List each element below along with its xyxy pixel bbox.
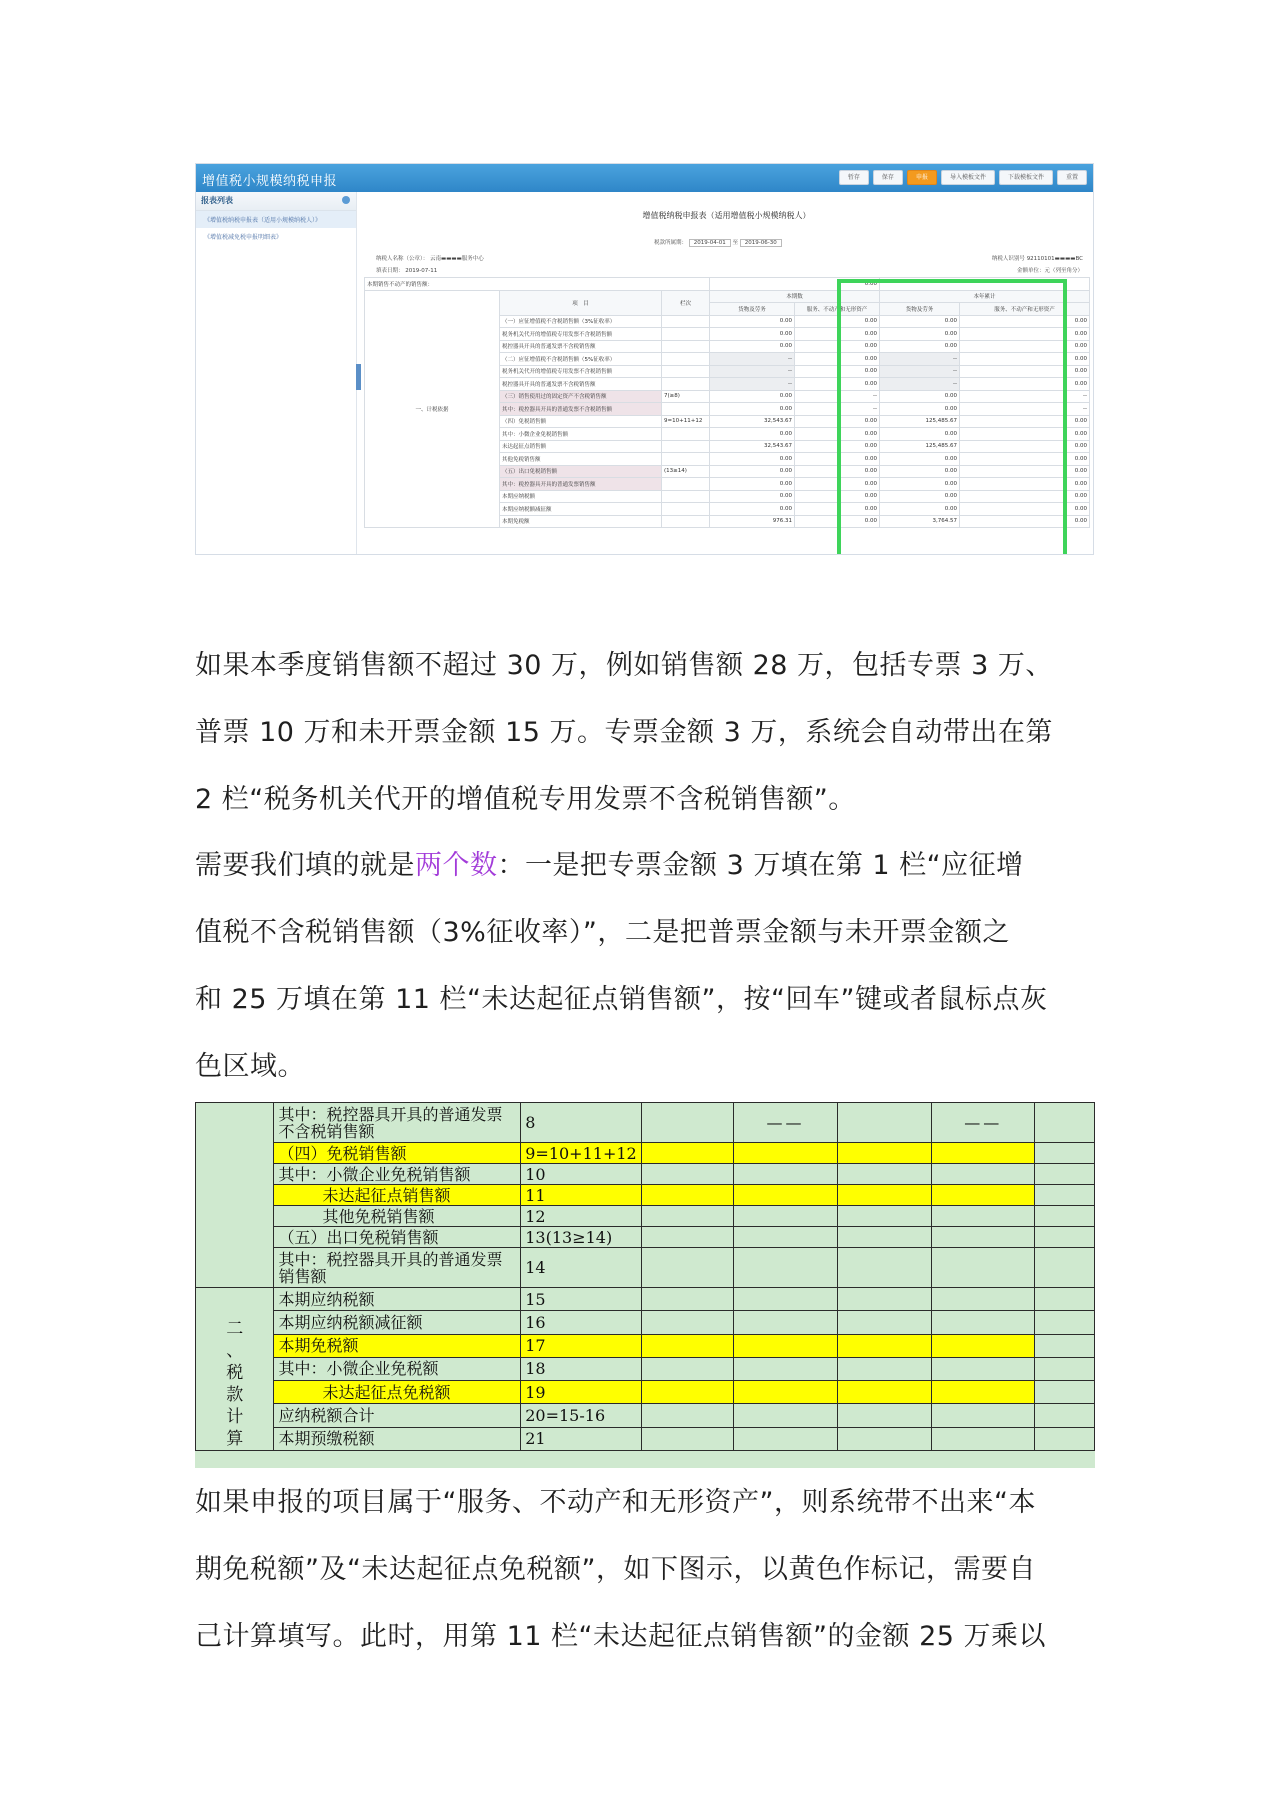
row-value-cell[interactable] [734, 1288, 837, 1311]
sidebar-toggle-handle[interactable] [356, 364, 361, 390]
row-item: （一）应征增值税不含税销售额（3%征收率） [500, 315, 662, 328]
row-current-goods[interactable]: 0.00 [710, 428, 795, 441]
row-line [662, 328, 710, 341]
period-to-label: 至 [732, 240, 738, 246]
row-value-cell[interactable] [641, 1334, 734, 1357]
row-current-goods[interactable]: 0.00 [710, 490, 795, 503]
row-ytd-services[interactable]: 0.00 [960, 503, 1090, 516]
row-line [662, 453, 710, 466]
section-2-char: 二 [226, 1319, 244, 1339]
green-form-screenshot [195, 1102, 1095, 1468]
report-form [364, 192, 1089, 554]
row-ytd-services[interactable]: 0.00 [960, 415, 1090, 428]
paragraph-2-line-4: 色区域。 [195, 1051, 305, 1082]
row-extra-cell [1035, 1185, 1095, 1206]
row-item: 其中：税控器具开具的普通发票不含税销售额 [274, 1103, 521, 1143]
row-value-cell[interactable] [837, 1427, 931, 1450]
row-current-goods[interactable]: 0.00 [710, 390, 795, 403]
row-value-cell[interactable]: —— [734, 1103, 837, 1143]
row-item: 本期预缴税额 [274, 1427, 521, 1450]
row-item: 本期应纳税额 [500, 490, 662, 503]
row-item: （四）免税销售额 [500, 415, 662, 428]
row-value-cell[interactable] [932, 1185, 1035, 1206]
row-ytd-goods[interactable]: 0.00 [880, 428, 960, 441]
paragraph-3-line-3: 己计算填写。此时，用第 11 栏“未达起征点销售额”的金额 25 万乘以 [195, 1621, 1047, 1652]
paragraph-3-line-1: 如果申报的项目属于“服务、不动产和无形资产”，则系统带不出来“本 [195, 1487, 1036, 1518]
row-extra-cell [1035, 1143, 1095, 1164]
portal-header [196, 164, 1093, 192]
row-item: 未达起征点销售额 [500, 440, 662, 453]
sidebar-item-exemption-report[interactable]: 《增值税减免税申报明细表》 [204, 234, 283, 241]
paragraph-2-line-3: 和 25 万填在第 11 栏“未达起征点销售额”，按“回车”键或者鼠标点灰 [195, 984, 1048, 1015]
row-ytd-services[interactable]: 0.00 [960, 515, 1090, 528]
table-row [196, 1404, 1095, 1427]
row-line [662, 428, 710, 441]
row-current-goods[interactable]: 0.00 [710, 328, 795, 341]
row-ytd-goods[interactable]: -- [880, 353, 960, 366]
row-line: 20=15-16 [521, 1404, 641, 1427]
paragraph-2-line-1 [195, 832, 1095, 899]
row-line: 18 [521, 1357, 641, 1380]
row-item: （三）销售使用过的固定资产不含税销售额 [500, 390, 662, 403]
period-to-field[interactable]: 2019-06-30 [740, 239, 782, 247]
row-current-services[interactable]: 0.00 [795, 440, 880, 453]
row-ytd-goods[interactable]: 0.00 [880, 503, 960, 516]
row-value-cell[interactable] [932, 1227, 1035, 1248]
section-2-label [196, 1288, 274, 1451]
col-goods-header: 货物及劳务 [710, 303, 795, 316]
fill-date-row [376, 266, 437, 274]
row-ytd-services[interactable]: 0.00 [960, 340, 1090, 353]
row-value-cell[interactable] [837, 1164, 931, 1185]
row-line [662, 515, 710, 528]
row-value-cell[interactable] [837, 1311, 931, 1334]
row-ytd-services[interactable]: -- [960, 403, 1090, 416]
row-ytd-goods[interactable]: 0.00 [880, 465, 960, 478]
table-row [196, 1206, 1095, 1227]
declare-button[interactable]: 申报 [907, 170, 937, 185]
row-item: 本期免税额 [500, 515, 662, 528]
row-extra-cell [1035, 1427, 1095, 1450]
row-extra-cell [1035, 1381, 1095, 1404]
row-ytd-services[interactable]: 0.00 [960, 465, 1090, 478]
collapse-icon[interactable] [342, 196, 350, 204]
row-value-cell[interactable] [932, 1357, 1035, 1380]
app-title: 增值税小规模纳税申报 [202, 174, 338, 189]
sidebar-title [196, 192, 356, 211]
row-current-services[interactable]: 0.00 [795, 328, 880, 341]
row-value-cell[interactable]: —— [932, 1103, 1035, 1143]
period-label: 税款所属期： [654, 240, 688, 246]
row-item: 本期应纳税额减征额 [274, 1311, 521, 1334]
row-item: 其中：税控器具开具的普通发票销售额 [274, 1248, 521, 1288]
row-line: 14 [521, 1248, 641, 1288]
row-value-cell[interactable] [641, 1248, 734, 1288]
row-ytd-goods[interactable]: 0.00 [880, 390, 960, 403]
table-row [196, 1248, 1095, 1288]
paragraph-2-line-1-pre: 需要我们填的就是 [195, 850, 415, 881]
row-value-cell[interactable] [837, 1404, 931, 1427]
col-line-header: 栏次 [662, 290, 710, 315]
row-extra-cell [1035, 1103, 1095, 1143]
section-2-char: 款 [226, 1385, 244, 1405]
paragraph-1-line-3: 2 栏“税务机关代开的增值税专用发票不含税销售额”。 [195, 784, 856, 815]
row-current-services[interactable]: 0.00 [795, 465, 880, 478]
row-item: 其他免税销售额 [274, 1206, 521, 1227]
table-row [196, 1103, 1095, 1143]
row-current-services[interactable]: -- [795, 403, 880, 416]
table-row [196, 1311, 1095, 1334]
row-ytd-services[interactable]: 0.00 [960, 353, 1090, 366]
declaration-table [364, 277, 1090, 528]
row-value-cell[interactable] [932, 1164, 1035, 1185]
row-current-goods[interactable]: 0.00 [710, 503, 795, 516]
row-extra-cell [1035, 1357, 1095, 1380]
row-value-cell[interactable] [734, 1248, 837, 1288]
row-current-services[interactable]: 0.00 [795, 353, 880, 366]
row-value-cell[interactable] [837, 1248, 931, 1288]
col-services-header-ytd: 服务、不动产和无形资产 [960, 303, 1090, 316]
row-value-cell[interactable] [932, 1143, 1035, 1164]
row-value-cell[interactable] [641, 1206, 734, 1227]
row-line [662, 503, 710, 516]
row-current-goods[interactable]: 32,543.67 [710, 440, 795, 453]
row-line [662, 365, 710, 378]
row-item: 应纳税额合计 [274, 1404, 521, 1427]
row-value-cell[interactable] [641, 1357, 734, 1380]
paragraph-3-line-2: 期免税额”及“未达起征点免税额”，如下图示，以黄色作标记，需要自 [195, 1554, 1036, 1585]
row-line: 12 [521, 1206, 641, 1227]
row-current-services[interactable]: 0.00 [795, 415, 880, 428]
paragraph-1-line-2: 普票 10 万和未开票金额 15 万。专票金额 3 万，系统会自动带出在第 [195, 717, 1053, 748]
row-current-services[interactable]: 0.00 [795, 340, 880, 353]
row-line: 8 [521, 1103, 641, 1143]
section-2-char: 计 [226, 1407, 244, 1427]
row-line [662, 353, 710, 366]
period-from-field[interactable]: 2019-04-01 [689, 239, 731, 247]
row-item: 其中：税控器具开具的普通发票不含税销售额 [500, 403, 662, 416]
row-current-services[interactable]: 0.00 [795, 453, 880, 466]
taxpayer-id-label: 纳税人识别号 [991, 256, 1025, 262]
row-extra-cell [1035, 1164, 1095, 1185]
row-current-goods[interactable]: -- [710, 365, 795, 378]
col-current-header: 本期数 [710, 290, 880, 303]
table-row [196, 1288, 1095, 1311]
green-form-table [195, 1102, 1095, 1451]
row-ytd-services[interactable]: 0.00 [960, 440, 1090, 453]
row-extra-cell [1035, 1206, 1095, 1227]
row-line [662, 403, 710, 416]
row-value-cell[interactable] [641, 1103, 734, 1143]
row-current-services[interactable]: 0.00 [795, 515, 880, 528]
sidebar-title-text: 报表列表 [201, 196, 233, 205]
row-item: 税务机关代开的增值税专用发票不含税销售额 [500, 365, 662, 378]
row-line: 15 [521, 1288, 641, 1311]
row-value-cell[interactable] [641, 1311, 734, 1334]
empty-cell [880, 278, 1090, 291]
paragraph-1-line-1: 如果本季度销售额不超过 30 万，例如销售额 28 万，包括专票 3 万、 [195, 650, 1053, 681]
row-item: 其中：税控器具开具的普通发票销售额 [500, 478, 662, 491]
row-item: 其中：小微企业免税销售额 [500, 428, 662, 441]
row-line [662, 490, 710, 503]
row-value-cell[interactable] [837, 1381, 931, 1404]
row-line: 16 [521, 1311, 641, 1334]
row-current-goods[interactable]: 0.00 [710, 465, 795, 478]
row-line: 9=10+11+12 [662, 415, 710, 428]
row-line: 10 [521, 1164, 641, 1185]
row-ytd-goods[interactable]: 125,485.67 [880, 440, 960, 453]
table-row [196, 1164, 1095, 1185]
paragraph-2-line-1-post: ：一是把专票金额 3 万填在第 1 栏“应征增 [497, 850, 1024, 881]
row-current-goods[interactable]: -- [710, 353, 795, 366]
row-value-cell[interactable] [641, 1288, 734, 1311]
row-value-cell[interactable] [837, 1334, 931, 1357]
row-item: 未达起征点免税额 [274, 1381, 521, 1404]
row-ytd-goods[interactable]: 0.00 [880, 478, 960, 491]
row-ytd-goods[interactable]: 0.00 [880, 340, 960, 353]
paragraph-2-line-2: 值税不含税销售额（3%征收率）”，二是把普票金额与未开票金额之 [195, 917, 1010, 948]
row-line: 9=10+11+12 [521, 1143, 641, 1164]
row-ytd-goods[interactable]: 125,485.67 [880, 415, 960, 428]
paragraph-1 [195, 632, 1095, 833]
fill-date-value: 2019-07-11 [405, 268, 438, 274]
row-value-cell[interactable] [837, 1288, 931, 1311]
row-ytd-goods[interactable]: 0.00 [880, 328, 960, 341]
row-ytd-goods[interactable]: -- [880, 365, 960, 378]
row-ytd-services[interactable]: 0.00 [960, 378, 1090, 391]
row-ytd-services[interactable]: 0.00 [960, 428, 1090, 441]
row-value-cell[interactable] [837, 1103, 931, 1143]
row-value-cell[interactable] [837, 1185, 931, 1206]
row-line: (13≥14) [662, 465, 710, 478]
highlight-two-numbers: 两个数 [415, 850, 498, 881]
row-current-services[interactable]: 0.00 [795, 503, 880, 516]
row-item: 本期免税额 [274, 1334, 521, 1357]
col-services-header: 服务、不动产和无形资产 [795, 303, 880, 316]
row-value-cell[interactable] [641, 1185, 734, 1206]
section-2-char: 税 [226, 1363, 244, 1383]
row-value-cell[interactable] [932, 1334, 1035, 1357]
row-value-cell[interactable] [641, 1381, 734, 1404]
row-value-cell[interactable] [932, 1248, 1035, 1288]
table-row [196, 1427, 1095, 1450]
unit-label: 金额单位：元（列至角分） [1016, 268, 1083, 274]
paragraph-3 [195, 1469, 1095, 1670]
form-title: 增值税纳税申报表（适用增值税小规模纳税人） [642, 211, 811, 220]
row-current-services[interactable]: 0.00 [795, 478, 880, 491]
row-current-services[interactable]: 0.00 [795, 378, 880, 391]
taxpayer-id-value: 92110101▬▬▬▬BC [1026, 256, 1083, 262]
row-item: 本期应纳税额 [274, 1288, 521, 1311]
row-value-cell[interactable] [837, 1227, 931, 1248]
row-ytd-services[interactable]: 0.00 [960, 453, 1090, 466]
row-extra-cell [1035, 1248, 1095, 1288]
row-item: 税务机关代开的增值税专用发票不含税销售额 [500, 328, 662, 341]
period-row [654, 238, 782, 247]
row-current-services[interactable]: -- [795, 390, 880, 403]
table-row [196, 1185, 1095, 1206]
row-value-cell[interactable] [734, 1311, 837, 1334]
row-ytd-goods[interactable]: 0.00 [880, 315, 960, 328]
row-current-goods[interactable]: 0.00 [710, 315, 795, 328]
row-line: 17 [521, 1334, 641, 1357]
row-value-cell[interactable] [734, 1427, 837, 1450]
row-value-cell[interactable] [932, 1311, 1035, 1334]
row-extra-cell [1035, 1311, 1095, 1334]
row-value-cell[interactable] [641, 1227, 734, 1248]
save-draft-button[interactable]: 暂存 [839, 170, 869, 185]
row-line [662, 340, 710, 353]
row-value-cell[interactable] [734, 1381, 837, 1404]
row-value-cell[interactable] [932, 1381, 1035, 1404]
row-value-cell[interactable] [734, 1334, 837, 1357]
row-item: （二）应征增值税不含税销售额（5%征收率） [500, 353, 662, 366]
row-current-services[interactable]: 0.00 [795, 365, 880, 378]
row-value-cell[interactable] [932, 1288, 1035, 1311]
table-row [196, 1143, 1095, 1164]
row-value-cell[interactable] [837, 1357, 931, 1380]
row-item: （四）免税销售额 [274, 1143, 521, 1164]
taxpayer-name-label: 纳税人名称（公章）： [376, 256, 429, 262]
row-value-cell[interactable] [932, 1206, 1035, 1227]
col-item-header: 项 目 [500, 290, 662, 315]
row-value-cell[interactable] [641, 1143, 734, 1164]
row-value-cell[interactable] [734, 1143, 837, 1164]
row-ytd-goods[interactable]: 0.00 [880, 403, 960, 416]
row-ytd-services[interactable]: 0.00 [960, 315, 1090, 328]
row-current-goods[interactable]: 0.00 [710, 478, 795, 491]
row-value-cell[interactable] [837, 1206, 931, 1227]
reset-button[interactable]: 重置 [1057, 170, 1087, 185]
download-template-button[interactable]: 下载模板文件 [999, 170, 1053, 185]
row-extra-cell [1035, 1404, 1095, 1427]
row-item: 本期应纳税额减征额 [500, 503, 662, 516]
row-ytd-goods[interactable]: 0.00 [880, 490, 960, 503]
row-item: （五）出口免税销售额 [500, 465, 662, 478]
taxpayer-id-row [992, 254, 1083, 262]
top-row-label: 本期销售不动产的销售额： [365, 278, 710, 291]
row-line: 19 [521, 1381, 641, 1404]
section-label: 一、计税依据 [365, 290, 500, 528]
row-value-cell[interactable] [734, 1164, 837, 1185]
report-sidebar [196, 192, 357, 554]
row-current-services[interactable]: 0.00 [795, 490, 880, 503]
row-line: 11 [521, 1185, 641, 1206]
row-line: 13(13≥14) [521, 1227, 641, 1248]
tax-portal-screenshot [195, 163, 1094, 555]
row-line: 21 [521, 1427, 641, 1450]
row-current-services[interactable]: 0.00 [795, 428, 880, 441]
row-value-cell[interactable] [932, 1404, 1035, 1427]
row-ytd-goods[interactable]: 0.00 [880, 453, 960, 466]
row-item: 税控器具开具的普通发票不含税销售额 [500, 378, 662, 391]
row-current-services[interactable]: 0.00 [795, 315, 880, 328]
import-template-button[interactable]: 导入模板文件 [941, 170, 995, 185]
taxpayer-name-row [376, 254, 484, 262]
fill-date-label: 填表日期： [376, 268, 404, 274]
row-item: 其中：小微企业免税销售额 [274, 1164, 521, 1185]
row-line [662, 440, 710, 453]
row-item: （五）出口免税销售额 [274, 1227, 521, 1248]
row-value-cell[interactable] [734, 1227, 837, 1248]
row-current-goods[interactable]: 0.00 [710, 340, 795, 353]
row-value-cell[interactable] [837, 1143, 931, 1164]
row-value-cell[interactable] [641, 1404, 734, 1427]
taxpayer-name-value: 云南▬▬▬▬服务中心 [430, 256, 484, 262]
col-goods-header-ytd: 货物及劳务 [880, 303, 960, 316]
row-value-cell[interactable] [641, 1427, 734, 1450]
row-item: 其中：小微企业免税额 [274, 1357, 521, 1380]
row-ytd-services[interactable]: 0.00 [960, 328, 1090, 341]
section-2-char: 、 [226, 1341, 244, 1361]
row-line [662, 478, 710, 491]
row-item: 税控器具开具的普通发票不含税销售额 [500, 340, 662, 353]
row-line [662, 378, 710, 391]
row-ytd-services[interactable]: 0.00 [960, 490, 1090, 503]
section-2-char: 算 [226, 1429, 244, 1449]
row-current-goods[interactable]: 0.00 [710, 403, 795, 416]
sidebar-item-main-report[interactable]: 《增值税纳税申报表（适用小规模纳税人）》 [196, 211, 356, 228]
row-current-goods[interactable]: 32,543.67 [710, 415, 795, 428]
table-row [196, 1381, 1095, 1404]
save-button[interactable]: 保存 [873, 170, 903, 185]
row-ytd-services[interactable]: 0.00 [960, 365, 1090, 378]
section-1-cell [196, 1103, 274, 1288]
row-current-goods[interactable]: 976.31 [710, 515, 795, 528]
row-value-cell[interactable] [734, 1185, 837, 1206]
row-value-cell[interactable] [734, 1357, 837, 1380]
table-row [196, 1227, 1095, 1248]
row-ytd-goods[interactable]: 3,764.57 [880, 515, 960, 528]
row-extra-cell [1035, 1227, 1095, 1248]
row-extra-cell [1035, 1334, 1095, 1357]
toolbar [839, 170, 1087, 185]
row-extra-cell [1035, 1288, 1095, 1311]
row-line [662, 315, 710, 328]
row-current-goods[interactable]: -- [710, 378, 795, 391]
col-ytd-header: 本年累计 [880, 290, 1090, 303]
row-ytd-services[interactable]: 0.00 [960, 478, 1090, 491]
row-current-goods[interactable]: 0.00 [710, 453, 795, 466]
row-ytd-services[interactable]: -- [960, 390, 1090, 403]
row-item: 未达起征点销售额 [274, 1185, 521, 1206]
paragraph-2 [195, 832, 1095, 1100]
row-line: 7(≥8) [662, 390, 710, 403]
top-row-value[interactable]: 0.00 [710, 278, 880, 291]
row-item: 其他免税销售额 [500, 453, 662, 466]
row-ytd-goods[interactable]: -- [880, 378, 960, 391]
table-row [196, 1334, 1095, 1357]
row-value-cell[interactable] [932, 1427, 1035, 1450]
row-value-cell[interactable] [734, 1404, 837, 1427]
row-value-cell[interactable] [641, 1164, 734, 1185]
row-value-cell[interactable] [734, 1206, 837, 1227]
table-row [196, 1357, 1095, 1380]
